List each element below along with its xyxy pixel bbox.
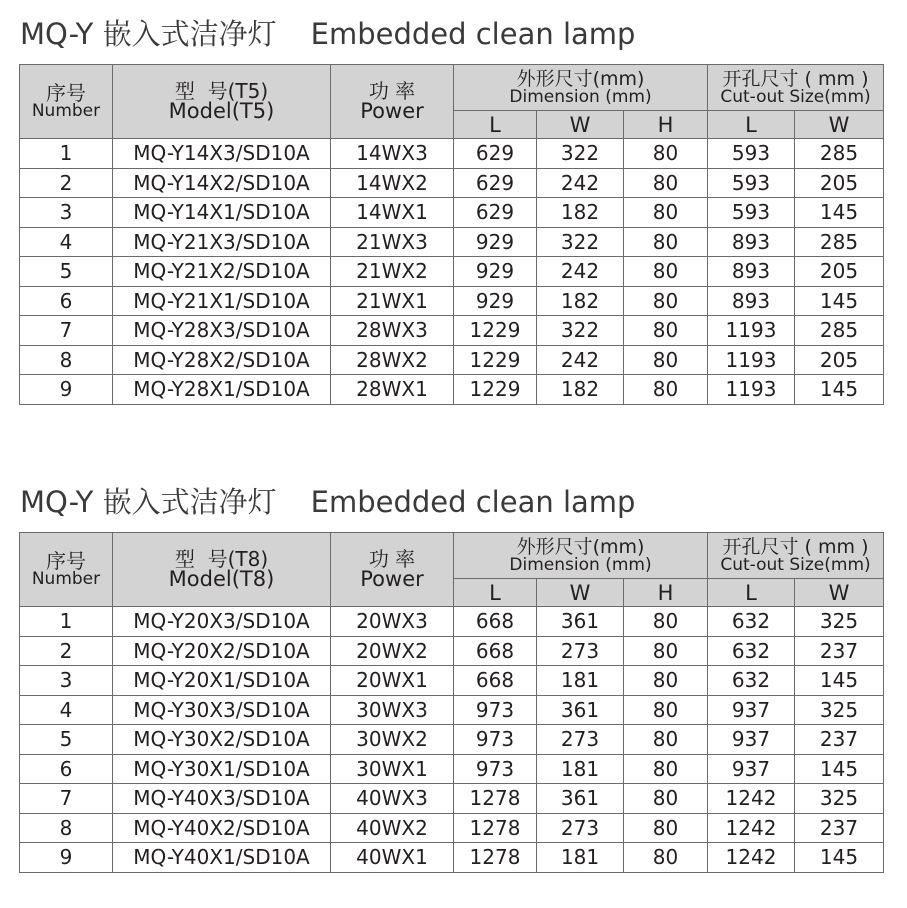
- header-number-cn: 序号: [46, 549, 86, 573]
- cell-height: 80: [624, 198, 708, 228]
- table-body: [20, 607, 884, 873]
- cell-cutout-width: 237: [795, 813, 884, 843]
- cell-model: MQ-Y14X1/SD10A: [113, 198, 331, 228]
- header-number-cn: 序号: [46, 81, 86, 105]
- cell-model: MQ-Y30X3/SD10A: [113, 695, 331, 725]
- table-row: [20, 345, 884, 375]
- title-en: Embedded clean lamp: [310, 485, 636, 519]
- cell-cutout-width: 145: [795, 666, 884, 696]
- cell-length: 929: [454, 286, 537, 316]
- table-row: [20, 695, 884, 725]
- header-dimension-cn: 外形尺寸(mm): [516, 67, 645, 90]
- cell-height: 80: [624, 316, 708, 346]
- cell-model: MQ-Y40X2/SD10A: [113, 813, 331, 843]
- cell-cutout-length: 893: [708, 286, 795, 316]
- cell-number: 6: [20, 286, 113, 316]
- cell-number: 9: [20, 375, 113, 405]
- table-body: [20, 139, 884, 405]
- subheader-w: W: [537, 111, 624, 139]
- cell-height: 80: [624, 227, 708, 257]
- cell-length: 668: [454, 666, 537, 696]
- title-cn: MQ-Y 嵌入式洁净灯: [20, 17, 277, 51]
- cell-power: 28WX1: [331, 375, 454, 405]
- table-row: [20, 754, 884, 784]
- header-cutout-cn: 开孔尺寸 ( mm ): [722, 67, 869, 90]
- header-number-en: Number: [31, 569, 101, 589]
- cell-cutout-width: 205: [795, 168, 884, 198]
- cell-model: MQ-Y20X2/SD10A: [113, 636, 331, 666]
- cell-width: 242: [537, 168, 624, 198]
- header-dimension-en: Dimension (mm): [509, 86, 652, 107]
- cell-number: 9: [20, 843, 113, 873]
- header-power-cn: 功 率: [368, 79, 416, 103]
- cell-cutout-width: 205: [795, 345, 884, 375]
- cell-power: 21WX1: [331, 286, 454, 316]
- subheader-h: H: [624, 579, 708, 607]
- cell-number: 7: [20, 784, 113, 814]
- cell-width: 242: [537, 257, 624, 287]
- cell-cutout-width: 237: [795, 725, 884, 755]
- table-row: [20, 168, 884, 198]
- cell-length: 973: [454, 725, 537, 755]
- cell-power: 40WX1: [331, 843, 454, 873]
- cell-width: 181: [537, 843, 624, 873]
- cell-number: 5: [20, 725, 113, 755]
- cell-height: 80: [624, 607, 708, 637]
- cell-width: 182: [537, 198, 624, 228]
- table-row: [20, 257, 884, 287]
- cell-power: 20WX2: [331, 636, 454, 666]
- table-row: [20, 316, 884, 346]
- cell-number: 8: [20, 813, 113, 843]
- table-row: [20, 666, 884, 696]
- cell-length: 1278: [454, 843, 537, 873]
- cell-width: 361: [537, 695, 624, 725]
- subheader-h: H: [624, 111, 708, 139]
- cell-cutout-width: 237: [795, 636, 884, 666]
- cell-number: 2: [20, 636, 113, 666]
- title-cn: MQ-Y 嵌入式洁净灯: [20, 485, 277, 519]
- cell-model: MQ-Y14X2/SD10A: [113, 168, 331, 198]
- cell-width: 322: [537, 316, 624, 346]
- cell-length: 929: [454, 257, 537, 287]
- cell-power: 40WX3: [331, 784, 454, 814]
- cell-cutout-length: 632: [708, 636, 795, 666]
- cell-cutout-width: 205: [795, 257, 884, 287]
- cell-power: 21WX3: [331, 227, 454, 257]
- cell-height: 80: [624, 813, 708, 843]
- cell-power: 28WX2: [331, 345, 454, 375]
- subheader-l: L: [454, 111, 537, 139]
- cell-cutout-length: 593: [708, 198, 795, 228]
- table-row: [20, 725, 884, 755]
- cell-height: 80: [624, 286, 708, 316]
- cell-cutout-length: 1193: [708, 316, 795, 346]
- cell-height: 80: [624, 666, 708, 696]
- cell-width: 361: [537, 607, 624, 637]
- cell-number: 1: [20, 139, 113, 169]
- subheader-cut-w: W: [795, 111, 884, 139]
- cell-cutout-width: 145: [795, 286, 884, 316]
- cell-power: 20WX1: [331, 666, 454, 696]
- cell-model: MQ-Y40X1/SD10A: [113, 843, 331, 873]
- cell-number: 2: [20, 168, 113, 198]
- cell-length: 668: [454, 636, 537, 666]
- cell-height: 80: [624, 843, 708, 873]
- cell-height: 80: [624, 695, 708, 725]
- header-power: [331, 65, 454, 139]
- cell-power: 14WX2: [331, 168, 454, 198]
- header-power: [331, 533, 454, 607]
- cell-cutout-length: 937: [708, 754, 795, 784]
- cell-model: MQ-Y21X1/SD10A: [113, 286, 331, 316]
- header-dimension: [454, 65, 708, 111]
- cell-cutout-length: 1193: [708, 345, 795, 375]
- cell-length: 668: [454, 607, 537, 637]
- section-title: [20, 482, 635, 522]
- cell-number: 5: [20, 257, 113, 287]
- cell-length: 1278: [454, 813, 537, 843]
- header-dimension-en: Dimension (mm): [509, 554, 652, 575]
- cell-cutout-width: 285: [795, 139, 884, 169]
- header-model: [113, 533, 331, 607]
- cell-power: 30WX1: [331, 754, 454, 784]
- header-number-en: Number: [31, 101, 101, 121]
- cell-power: 21WX2: [331, 257, 454, 287]
- cell-model: MQ-Y40X3/SD10A: [113, 784, 331, 814]
- cell-cutout-width: 145: [795, 375, 884, 405]
- header-cutout-cn: 开孔尺寸 ( mm ): [722, 535, 869, 558]
- cell-cutout-length: 937: [708, 695, 795, 725]
- cell-height: 80: [624, 257, 708, 287]
- cell-length: 1229: [454, 316, 537, 346]
- cell-cutout-length: 1242: [708, 843, 795, 873]
- header-model-cn: 型 号(T8): [174, 547, 269, 571]
- cell-number: 3: [20, 198, 113, 228]
- cell-length: 629: [454, 198, 537, 228]
- subheader-w: W: [537, 579, 624, 607]
- cell-cutout-length: 632: [708, 666, 795, 696]
- cell-model: MQ-Y21X3/SD10A: [113, 227, 331, 257]
- cell-length: 1278: [454, 784, 537, 814]
- cell-model: MQ-Y30X2/SD10A: [113, 725, 331, 755]
- cell-width: 361: [537, 784, 624, 814]
- title-en: Embedded clean lamp: [310, 17, 636, 51]
- header-power-en: Power: [360, 99, 424, 123]
- cell-number: 4: [20, 695, 113, 725]
- cell-height: 80: [624, 168, 708, 198]
- cell-cutout-length: 593: [708, 168, 795, 198]
- cell-number: 7: [20, 316, 113, 346]
- cell-power: 30WX2: [331, 725, 454, 755]
- header-model-cn: 型 号(T5): [174, 79, 269, 103]
- cell-cutout-length: 593: [708, 139, 795, 169]
- cell-width: 242: [537, 345, 624, 375]
- cell-number: 1: [20, 607, 113, 637]
- cell-length: 1229: [454, 375, 537, 405]
- cell-length: 973: [454, 754, 537, 784]
- cell-height: 80: [624, 754, 708, 784]
- cell-cutout-width: 325: [795, 784, 884, 814]
- cell-model: MQ-Y20X3/SD10A: [113, 607, 331, 637]
- subheader-cut-w: W: [795, 579, 884, 607]
- cell-height: 80: [624, 375, 708, 405]
- cell-model: MQ-Y30X1/SD10A: [113, 754, 331, 784]
- table-row: [20, 198, 884, 228]
- cell-height: 80: [624, 725, 708, 755]
- cell-cutout-width: 285: [795, 316, 884, 346]
- cell-power: 14WX3: [331, 139, 454, 169]
- cell-model: MQ-Y28X1/SD10A: [113, 375, 331, 405]
- cell-power: 28WX3: [331, 316, 454, 346]
- cell-cutout-length: 1193: [708, 375, 795, 405]
- cell-length: 1229: [454, 345, 537, 375]
- cell-width: 322: [537, 227, 624, 257]
- cell-model: MQ-Y28X3/SD10A: [113, 316, 331, 346]
- cell-width: 322: [537, 139, 624, 169]
- subheader-cut-l: L: [708, 579, 795, 607]
- spec-table: [19, 64, 884, 405]
- header-power-en: Power: [360, 567, 424, 591]
- cell-width: 181: [537, 754, 624, 784]
- cell-power: 40WX2: [331, 813, 454, 843]
- table-row: [20, 636, 884, 666]
- cell-height: 80: [624, 345, 708, 375]
- header-cutout: [708, 533, 884, 579]
- cell-width: 273: [537, 813, 624, 843]
- table-row: [20, 784, 884, 814]
- table-row: [20, 139, 884, 169]
- subheader-cut-l: L: [708, 111, 795, 139]
- table-row: [20, 227, 884, 257]
- table-row: [20, 286, 884, 316]
- cell-cutout-length: 1242: [708, 813, 795, 843]
- spec-table: [19, 532, 884, 873]
- table-row: [20, 813, 884, 843]
- header-model: [113, 65, 331, 139]
- cell-power: 30WX3: [331, 695, 454, 725]
- cell-cutout-length: 893: [708, 257, 795, 287]
- cell-height: 80: [624, 636, 708, 666]
- cell-length: 929: [454, 227, 537, 257]
- cell-number: 6: [20, 754, 113, 784]
- header-model-en: Model(T5): [168, 99, 275, 123]
- table-row: [20, 375, 884, 405]
- cell-length: 629: [454, 168, 537, 198]
- cell-width: 182: [537, 375, 624, 405]
- cell-cutout-length: 937: [708, 725, 795, 755]
- header-cutout: [708, 65, 884, 111]
- cell-power: 20WX3: [331, 607, 454, 637]
- cell-height: 80: [624, 784, 708, 814]
- cell-power: 14WX1: [331, 198, 454, 228]
- header-cutout-en: Cut-out Size(mm): [720, 554, 871, 575]
- header-model-en: Model(T8): [168, 567, 275, 591]
- cell-model: MQ-Y28X2/SD10A: [113, 345, 331, 375]
- cell-model: MQ-Y20X1/SD10A: [113, 666, 331, 696]
- cell-width: 181: [537, 666, 624, 696]
- cell-number: 8: [20, 345, 113, 375]
- subheader-l: L: [454, 579, 537, 607]
- header-number: [20, 65, 113, 139]
- cell-width: 273: [537, 725, 624, 755]
- cell-width: 273: [537, 636, 624, 666]
- cell-cutout-width: 285: [795, 227, 884, 257]
- cell-cutout-width: 145: [795, 754, 884, 784]
- cell-number: 3: [20, 666, 113, 696]
- cell-model: MQ-Y21X2/SD10A: [113, 257, 331, 287]
- table-row: [20, 607, 884, 637]
- header-power-cn: 功 率: [368, 547, 416, 571]
- cell-length: 629: [454, 139, 537, 169]
- header-number: [20, 533, 113, 607]
- cell-cutout-width: 145: [795, 198, 884, 228]
- header-cutout-en: Cut-out Size(mm): [720, 86, 871, 107]
- section-title: [20, 14, 635, 54]
- cell-cutout-length: 632: [708, 607, 795, 637]
- cell-cutout-length: 893: [708, 227, 795, 257]
- header-dimension-cn: 外形尺寸(mm): [516, 535, 645, 558]
- header-dimension: [454, 533, 708, 579]
- cell-cutout-width: 145: [795, 843, 884, 873]
- cell-cutout-width: 325: [795, 695, 884, 725]
- cell-model: MQ-Y14X3/SD10A: [113, 139, 331, 169]
- cell-width: 182: [537, 286, 624, 316]
- table-row: [20, 843, 884, 873]
- cell-cutout-length: 1242: [708, 784, 795, 814]
- cell-cutout-width: 325: [795, 607, 884, 637]
- cell-number: 4: [20, 227, 113, 257]
- cell-length: 973: [454, 695, 537, 725]
- cell-height: 80: [624, 139, 708, 169]
